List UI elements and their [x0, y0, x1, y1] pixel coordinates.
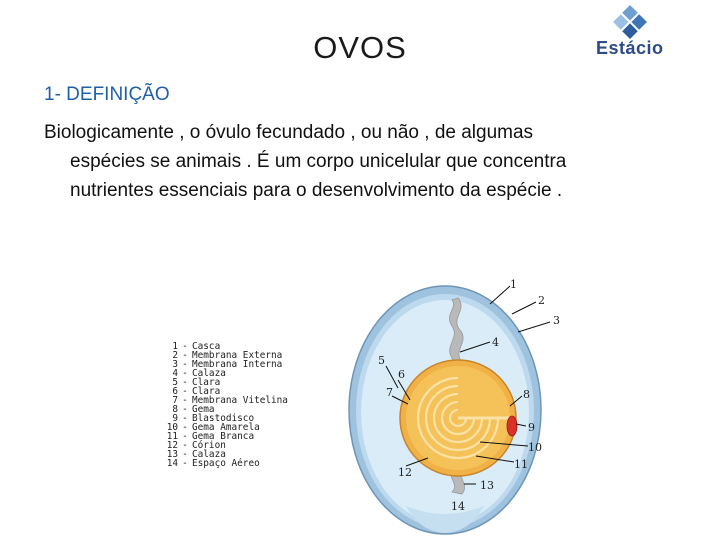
legend-number: 2	[172, 350, 178, 361]
paragraph-line: nutrientes essenciais para o desenvolvimento da espécie .	[70, 180, 563, 201]
legend-label: Membrana Interna	[192, 359, 283, 370]
legend-number: 12	[166, 440, 178, 451]
paragraph-line: espécies se animais . É um corpo unicelular que concentra	[70, 151, 567, 172]
diagram-label-5: 5	[378, 354, 385, 367]
diagram-label-11: 11	[514, 458, 528, 471]
legend-label: Clara	[192, 377, 221, 388]
legend-number: 7	[172, 395, 178, 406]
diagram-label-4: 4	[492, 336, 499, 349]
paragraph-line: Biologicamente , o óvulo fecundado , ou não , de algumas	[44, 122, 534, 143]
legend-label: Gema Branca	[192, 431, 255, 442]
legend-number: 5	[172, 377, 178, 388]
legend-label: Clara	[192, 386, 221, 397]
diagram-label-13: 13	[480, 479, 494, 492]
legend-label: Blastodisco	[192, 413, 255, 424]
legend-item: 10 - Gema Amarela	[160, 423, 330, 432]
egg-legend	[160, 342, 330, 468]
legend-item: 5 - Clara	[160, 378, 330, 387]
legend-label: Gema	[192, 404, 215, 415]
legend-item: 9 - Blastodisco	[160, 414, 330, 423]
legend-item: 7 - Membrana Vitelina	[160, 396, 330, 405]
definition-paragraph	[44, 118, 672, 205]
legend-label: Gema Amarela	[192, 422, 260, 433]
legend-number: 14	[166, 458, 178, 469]
legend-label: Casca	[192, 341, 221, 352]
legend-label: Espaço Aéreo	[192, 458, 260, 469]
section-heading: 1- DEFINIÇÃO	[44, 84, 170, 105]
legend-number: 8	[172, 404, 178, 415]
egg-diagram	[340, 270, 580, 540]
diagram-label-14: 14	[451, 500, 465, 513]
diagram-label-2: 2	[538, 294, 545, 307]
legend-item: 6 - Clara	[160, 387, 330, 396]
legend-item: 1 - Casca	[160, 342, 330, 351]
legend-number: 1	[172, 341, 178, 352]
legend-item: 11 - Gema Branca	[160, 432, 330, 441]
legend-item: 3 - Membrana Interna	[160, 360, 330, 369]
diagram-label-3: 3	[553, 314, 560, 327]
legend-label: Calaza	[192, 449, 226, 460]
legend-label: Membrana Vitelina	[192, 395, 288, 406]
legend-number: 4	[172, 368, 178, 379]
legend-label: Córion	[192, 440, 226, 451]
diagram-label-12: 12	[398, 466, 412, 479]
diagram-label-9: 9	[528, 421, 535, 434]
legend-item: 4 - Calaza	[160, 369, 330, 378]
legend-item: 14 - Espaço Aéreo	[160, 459, 330, 468]
legend-item: 12 - Córion	[160, 441, 330, 450]
legend-item: 13 - Calaza	[160, 450, 330, 459]
legend-item: 2 - Membrana Externa	[160, 351, 330, 360]
legend-number: 6	[172, 386, 178, 397]
blastodisc	[507, 416, 517, 436]
legend-label: Membrana Externa	[192, 350, 283, 361]
legend-number: 11	[166, 431, 178, 442]
logo-text: Estácio	[596, 38, 664, 58]
diagram-label-7: 7	[386, 386, 393, 399]
legend-number: 3	[172, 359, 178, 370]
diagram-label-1: 1	[510, 278, 517, 291]
legend-number: 10	[166, 422, 178, 433]
legend-label: Calaza	[192, 368, 226, 379]
legend-item: 8 - Gema	[160, 405, 330, 414]
diagram-label-6: 6	[398, 368, 405, 381]
diagram-label-8: 8	[523, 388, 530, 401]
legend-number: 9	[172, 413, 178, 424]
diagram-label-10: 10	[528, 441, 542, 454]
slide-title: OVOS	[313, 30, 407, 65]
legend-number: 13	[166, 449, 178, 460]
